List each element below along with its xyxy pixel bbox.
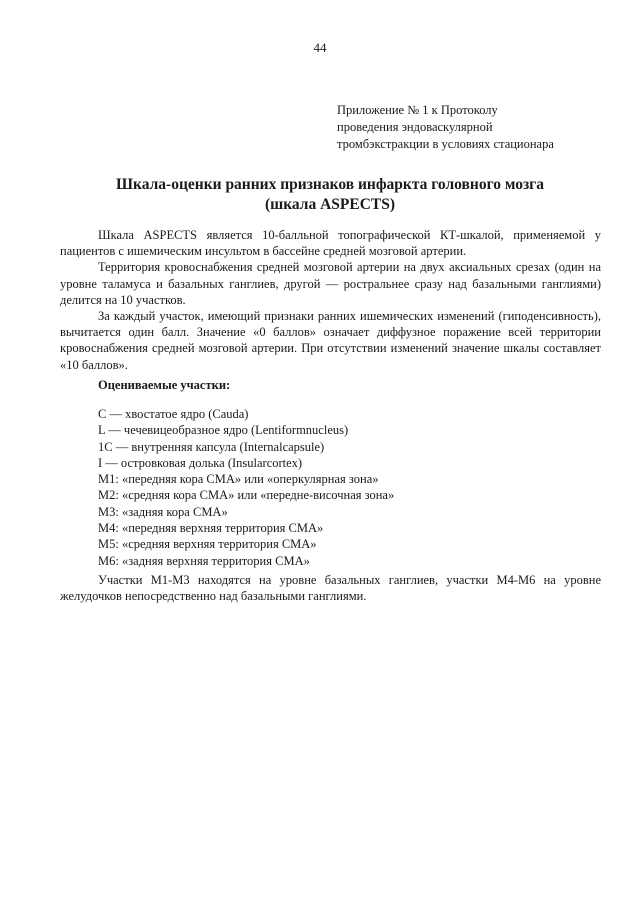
list-item: L — чечевицеобразное ядро (Lentiformnucleus) bbox=[98, 423, 349, 438]
appendix-line: Приложение № 1 к Протоколу bbox=[337, 103, 498, 117]
page-number: 44 bbox=[313, 40, 327, 55]
closing-paragraph: Участки М1-М3 находятся на уровне базальных ганглиев, участки М4-М6 на уровне желудочков непосредственно над базальными ганглиями. bbox=[60, 573, 601, 604]
list-item: 1С — внутренняя капсула (Internalcapsule) bbox=[98, 439, 325, 454]
regions-list bbox=[98, 406, 394, 569]
list-item: С — хвостатое ядро (Cauda) bbox=[98, 407, 249, 421]
document-title bbox=[60, 175, 600, 215]
paragraph: Территория кровоснабжения средней мозговой артерии на двух аксиальных срезах (один на уровне таламуса и базальных ганглиев, другой — ростральнее сразу над базальными ганглиями) делится на 10 участков. bbox=[60, 260, 601, 307]
title-line: Шкала-оценки ранних признаков инфаркта головного мозга bbox=[116, 176, 544, 193]
appendix-line: проведения эндоваскулярной bbox=[337, 120, 493, 134]
appendix-line: тромбэкстракции в условиях стационара bbox=[337, 137, 554, 151]
list-item: М4: «передняя верхняя территория СМА» bbox=[98, 521, 324, 536]
list-item: М6: «задняя верхняя территория СМА» bbox=[98, 553, 310, 568]
body-text bbox=[60, 227, 601, 373]
list-item: М2: «средняя кора СМА» или «передне-височная зона» bbox=[98, 488, 395, 503]
title-line: (шкала ASPECTS) bbox=[264, 196, 396, 213]
list-item: М5: «средняя верхняя территория СМА» bbox=[98, 537, 317, 552]
paragraph: Шкала ASPECTS является 10-балльной топографической КТ-шкалой, применяемой у пациентов с ишемическим инсультом в бассейне средней мозговой артерии. bbox=[60, 228, 601, 259]
list-item: I — островковая долька (Insularcortex) bbox=[98, 455, 303, 470]
list-item: М1: «передняя кора СМА» или «оперкулярная зона» bbox=[98, 472, 379, 487]
regions-heading: Оцениваемые участки: bbox=[98, 378, 231, 392]
list-item: М3: «задняя кора СМА» bbox=[98, 504, 228, 519]
paragraph: За каждый участок, имеющий признаки ранних ишемических изменений (гиподенсивность), вычитается один балл. Значение «0 баллов» означает диффузное поражение всей территории кровоснабжения средней мозговой артерии. При отсутствии изменений значение шкалы составляет «10 баллов». bbox=[60, 309, 601, 372]
appendix-note bbox=[337, 102, 554, 153]
